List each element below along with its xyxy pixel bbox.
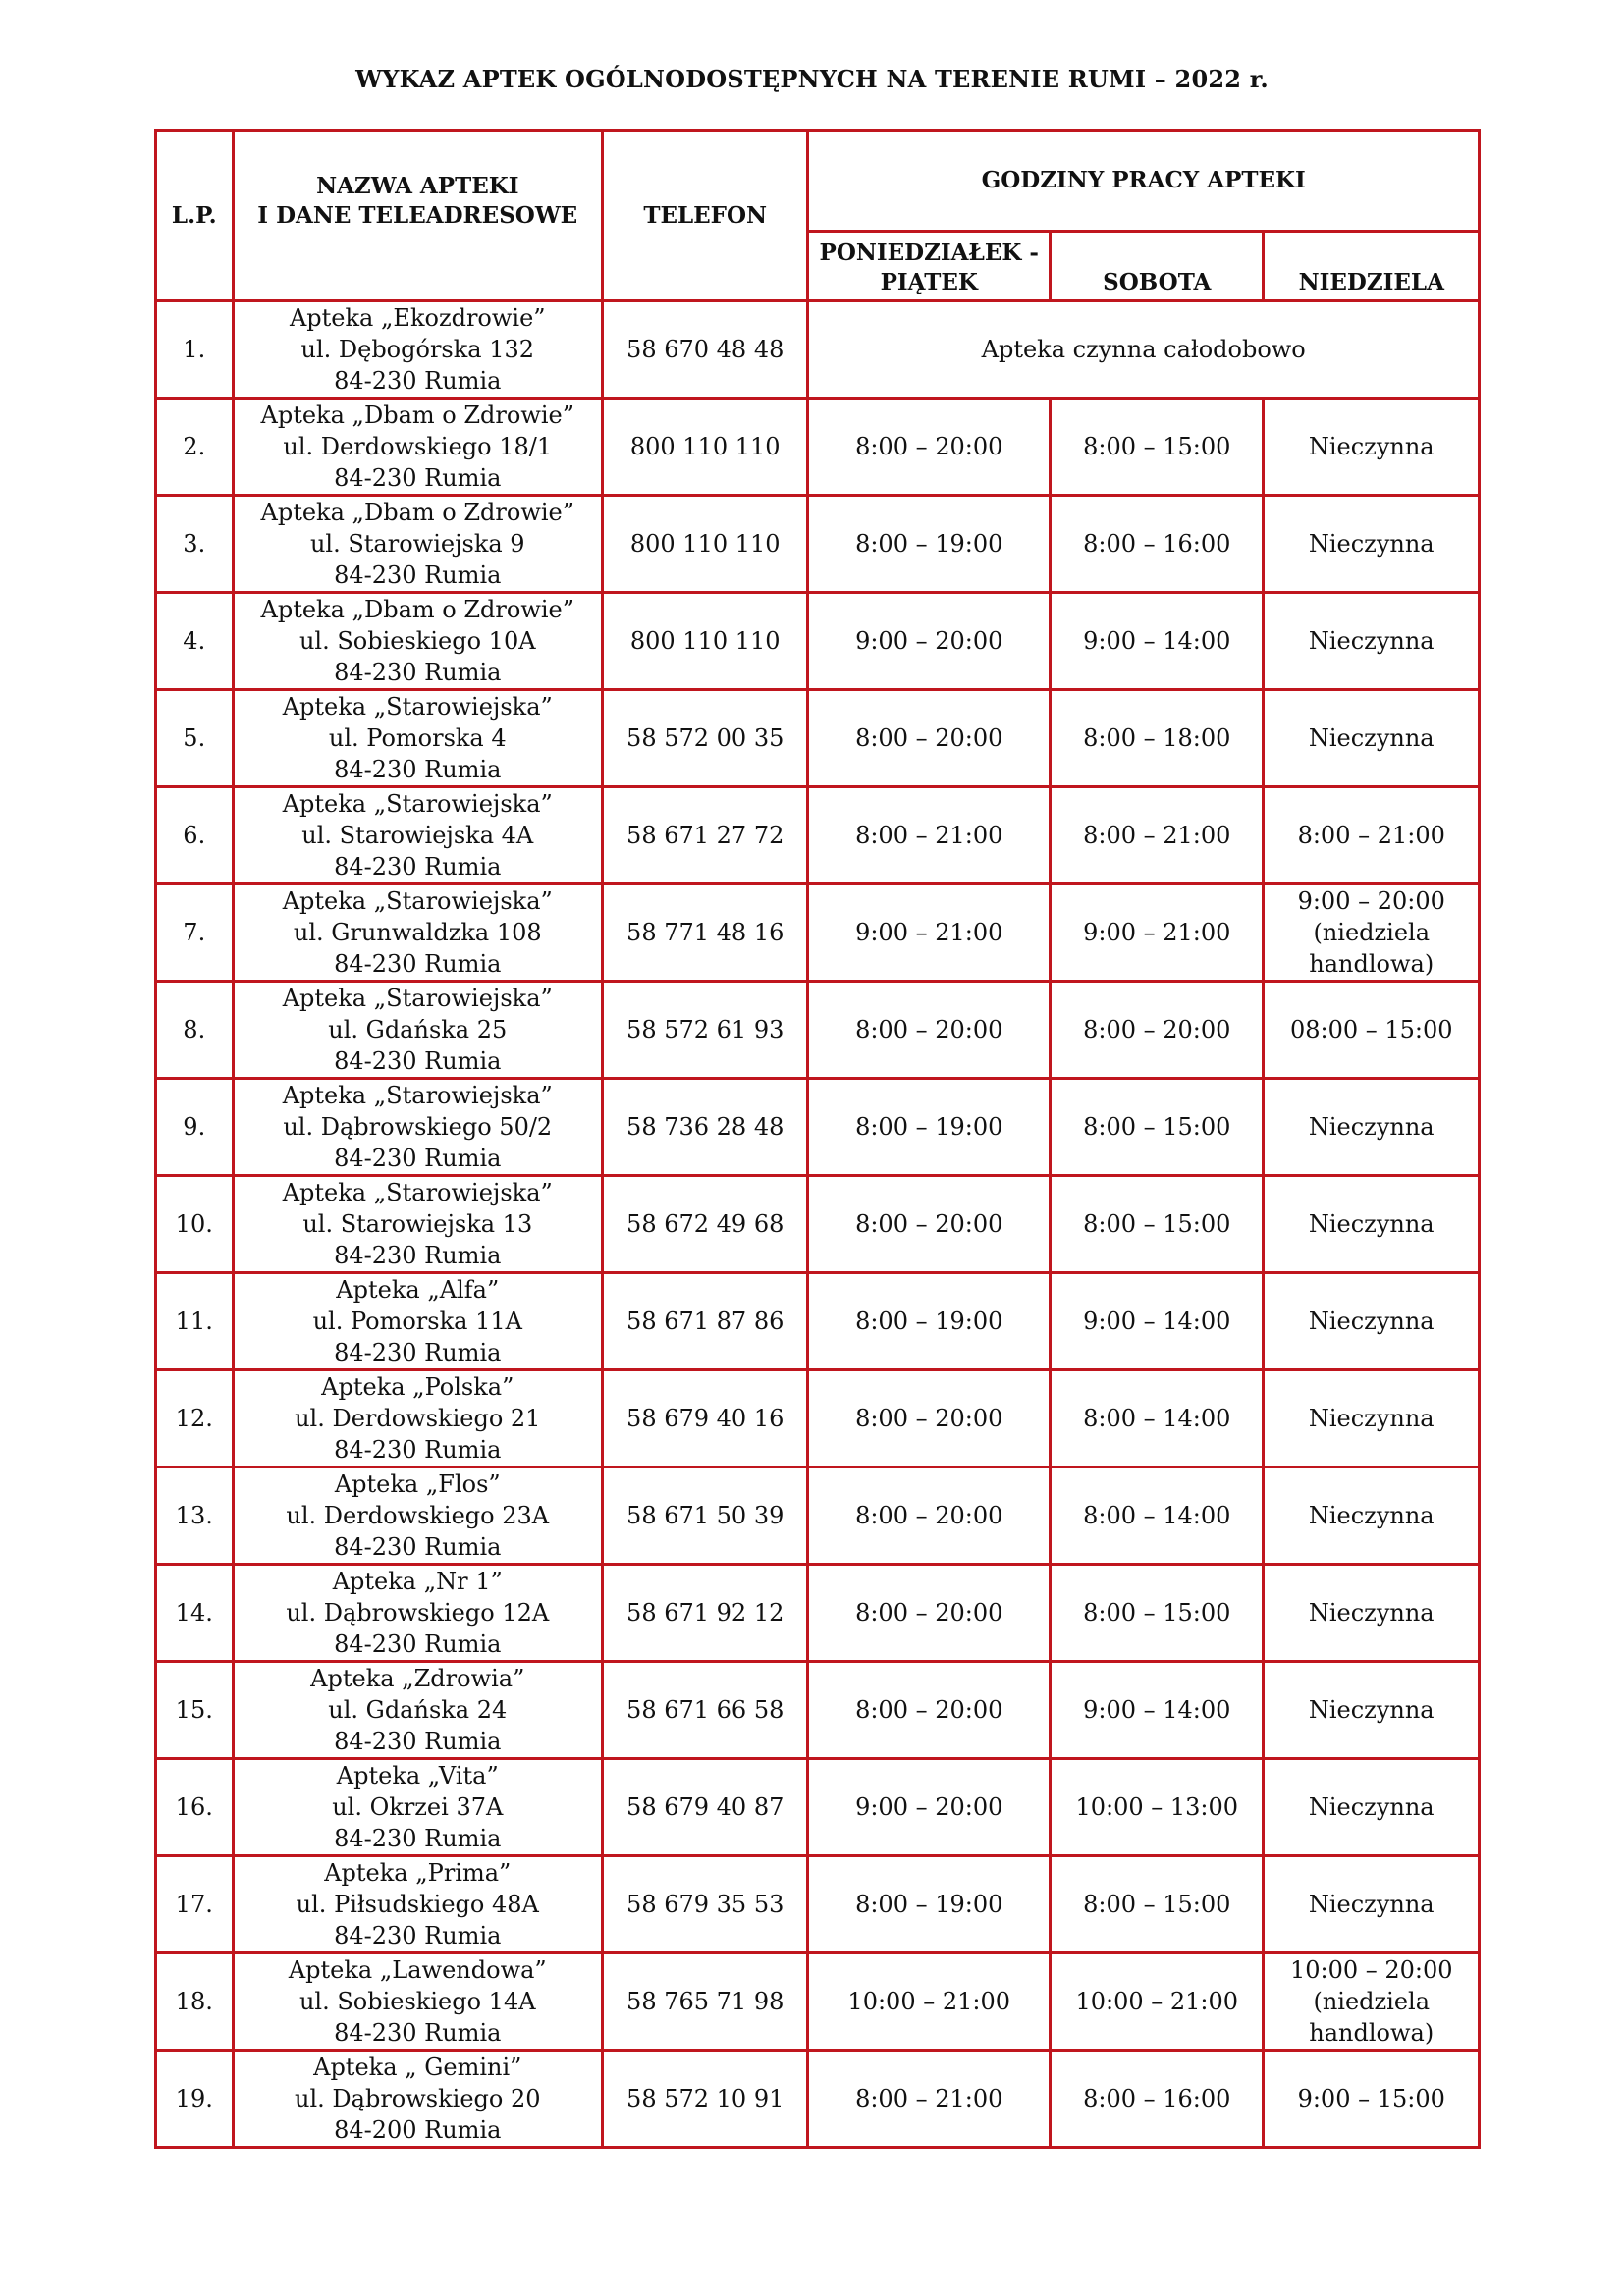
hours-saturday: 8:00 – 14:00 <box>1051 1468 1264 1565</box>
table-row <box>156 1759 1480 1856</box>
pharmacy-table-body <box>156 301 1480 2148</box>
pharmacy-street: ul. Derdowskiego 18/1 <box>283 433 553 460</box>
pharmacy-city: 84-230 Rumia <box>334 2019 502 2047</box>
hours-weekdays: 8:00 – 21:00 <box>808 2051 1051 2148</box>
pharmacy-street: ul. Dąbrowskiego 50/2 <box>283 1113 553 1141</box>
hours-saturday: 8:00 – 18:00 <box>1051 690 1264 787</box>
hours-weekdays: 8:00 – 20:00 <box>808 399 1051 496</box>
hours-saturday: 8:00 – 15:00 <box>1051 399 1264 496</box>
hours-weekdays: 10:00 – 21:00 <box>808 1953 1051 2051</box>
hours-sunday-line: 9:00 – 15:00 <box>1297 2085 1445 2112</box>
header-lp: L.P. <box>156 131 234 301</box>
hours-saturday: 8:00 – 16:00 <box>1051 2051 1264 2148</box>
pharmacy-address-cell <box>233 593 603 690</box>
row-number: 1. <box>156 301 234 399</box>
hours-weekdays: 8:00 – 20:00 <box>808 690 1051 787</box>
phone-number: 800 110 110 <box>603 593 808 690</box>
pharmacy-address-cell <box>233 301 603 399</box>
hours-saturday: 8:00 – 15:00 <box>1051 1856 1264 1953</box>
hours-sunday-line: Nieczynna <box>1308 724 1435 752</box>
hours-sunday <box>1264 593 1480 690</box>
hours-sunday <box>1264 1759 1480 1856</box>
hours-sunday-line: (niedziela <box>1313 919 1431 946</box>
pharmacy-address-cell <box>233 982 603 1079</box>
pharmacy-name: Apteka „Ekozdrowie” <box>289 304 546 332</box>
page-title: WYKAZ APTEK OGÓLNODOSTĘPNYCH NA TERENIE RUMI – 2022 r. <box>355 65 1269 93</box>
phone-number: 58 671 50 39 <box>603 1468 808 1565</box>
hours-sunday-line: Nieczynna <box>1308 530 1435 558</box>
hours-sunday-line: handlowa) <box>1309 950 1435 978</box>
hours-sunday-line: Nieczynna <box>1308 1599 1435 1627</box>
phone-number: 58 671 66 58 <box>603 1662 808 1759</box>
hours-saturday: 9:00 – 14:00 <box>1051 593 1264 690</box>
row-number: 19. <box>156 2051 234 2148</box>
pharmacy-city: 84-230 Rumia <box>334 853 502 881</box>
row-number: 16. <box>156 1759 234 1856</box>
pharmacy-street: ul. Okrzei 37A <box>332 1793 504 1821</box>
hours-sunday-line: Nieczynna <box>1308 1891 1435 1918</box>
phone-number: 58 572 10 91 <box>603 2051 808 2148</box>
hours-saturday: 10:00 – 13:00 <box>1051 1759 1264 1856</box>
hours-sunday <box>1264 690 1480 787</box>
pharmacy-name: Apteka „Starowiejska” <box>282 790 553 818</box>
pharmacy-name: Apteka „Lawendowa” <box>288 1956 547 1984</box>
header-name-line1: NAZWA APTEKI <box>316 172 519 199</box>
pharmacy-city: 84-230 Rumia <box>334 464 502 492</box>
pharmacy-city: 84-230 Rumia <box>334 1047 502 1075</box>
pharmacy-city: 84-230 Rumia <box>334 367 502 395</box>
hours-saturday: 8:00 – 14:00 <box>1051 1370 1264 1468</box>
pharmacy-name: Apteka „Flos” <box>334 1470 501 1498</box>
pharmacy-street: ul. Gdańska 25 <box>328 1016 508 1043</box>
hours-sunday-line: handlowa) <box>1309 2019 1435 2047</box>
row-number: 11. <box>156 1273 234 1370</box>
pharmacy-street: ul. Derdowskiego 21 <box>295 1405 541 1432</box>
pharmacy-name: Apteka „Starowiejska” <box>282 985 553 1012</box>
pharmacy-table <box>154 129 1481 2149</box>
hours-weekdays: 9:00 – 21:00 <box>808 884 1051 982</box>
row-number: 10. <box>156 1176 234 1273</box>
pharmacy-city: 84-230 Rumia <box>334 1825 502 1852</box>
hours-sunday <box>1264 1273 1480 1370</box>
phone-number: 58 679 35 53 <box>603 1856 808 1953</box>
table-row <box>156 593 1480 690</box>
pharmacy-address-cell <box>233 1953 603 2051</box>
phone-number: 58 572 61 93 <box>603 982 808 1079</box>
table-row <box>156 1468 1480 1565</box>
pharmacy-address-cell <box>233 690 603 787</box>
pharmacy-name: Apteka „Alfa” <box>336 1276 500 1304</box>
phone-number: 58 670 48 48 <box>603 301 808 399</box>
table-row <box>156 690 1480 787</box>
header-weekdays <box>808 232 1051 301</box>
table-row <box>156 1079 1480 1176</box>
pharmacy-city: 84-230 Rumia <box>334 950 502 978</box>
phone-number: 58 671 92 12 <box>603 1565 808 1662</box>
hours-weekdays: 8:00 – 19:00 <box>808 1273 1051 1370</box>
phone-number: 58 671 87 86 <box>603 1273 808 1370</box>
pharmacy-name: Apteka „Dbam o Zdrowie” <box>260 401 575 429</box>
hours-sunday-line: Nieczynna <box>1308 1502 1435 1529</box>
hours-weekdays: 8:00 – 20:00 <box>808 1176 1051 1273</box>
hours-sunday-line: Nieczynna <box>1308 1405 1435 1432</box>
table-row <box>156 787 1480 884</box>
table-row <box>156 1565 1480 1662</box>
hours-sunday-line: 08:00 – 15:00 <box>1289 1016 1453 1043</box>
pharmacy-name: Apteka „Starowiejska” <box>282 693 553 721</box>
pharmacy-street: ul. Grunwaldzka 108 <box>293 919 542 946</box>
hours-weekdays: 8:00 – 19:00 <box>808 496 1051 593</box>
pharmacy-city: 84-230 Rumia <box>334 1533 502 1561</box>
hours-saturday: 8:00 – 15:00 <box>1051 1176 1264 1273</box>
pharmacy-street: ul. Derdowskiego 23A <box>286 1502 550 1529</box>
pharmacy-city: 84-230 Rumia <box>334 1630 502 1658</box>
hours-sunday-line: Nieczynna <box>1308 627 1435 655</box>
phone-number: 58 679 40 87 <box>603 1759 808 1856</box>
pharmacy-name: Apteka „Vita” <box>336 1762 499 1789</box>
pharmacy-street: ul. Starowiejska 9 <box>309 530 525 558</box>
phone-number: 58 671 27 72 <box>603 787 808 884</box>
pharmacy-city: 84-230 Rumia <box>334 756 502 783</box>
table-row <box>156 2051 1480 2148</box>
header-hours: GODZINY PRACY APTEKI <box>808 131 1480 232</box>
hours-weekdays: 8:00 – 20:00 <box>808 1370 1051 1468</box>
hours-sunday-line: 10:00 – 20:00 <box>1289 1956 1453 1984</box>
row-number: 3. <box>156 496 234 593</box>
pharmacy-name: Apteka „Starowiejska” <box>282 1082 553 1109</box>
pharmacy-address-cell <box>233 1176 603 1273</box>
phone-number: 58 765 71 98 <box>603 1953 808 2051</box>
pharmacy-street: ul. Gdańska 24 <box>328 1696 508 1724</box>
hours-sunday-line: 8:00 – 21:00 <box>1297 822 1445 849</box>
pharmacy-street: ul. Dębogórska 132 <box>300 336 535 363</box>
pharmacy-address-cell <box>233 1662 603 1759</box>
hours-sunday-line: Nieczynna <box>1308 1210 1435 1238</box>
hours-weekdays: 8:00 – 20:00 <box>808 982 1051 1079</box>
hours-sunday <box>1264 1565 1480 1662</box>
table-row <box>156 1856 1480 1953</box>
header-saturday: SOBOTA <box>1051 232 1264 301</box>
pharmacy-street: ul. Pomorska 11A <box>312 1308 522 1335</box>
pharmacy-address-cell <box>233 1079 603 1176</box>
hours-weekdays: 9:00 – 20:00 <box>808 593 1051 690</box>
hours-sunday <box>1264 1079 1480 1176</box>
hours-sunday <box>1264 1953 1480 2051</box>
pharmacy-street: ul. Dąbrowskiego 12A <box>286 1599 550 1627</box>
hours-sunday <box>1264 1468 1480 1565</box>
row-number: 2. <box>156 399 234 496</box>
hours-saturday: 8:00 – 15:00 <box>1051 1565 1264 1662</box>
phone-number: 800 110 110 <box>603 496 808 593</box>
row-number: 8. <box>156 982 234 1079</box>
phone-number: 800 110 110 <box>603 399 808 496</box>
pharmacy-city: 84-230 Rumia <box>334 1145 502 1172</box>
pharmacy-city: 84-230 Rumia <box>334 1922 502 1949</box>
header-sunday: NIEDZIELA <box>1264 232 1480 301</box>
pharmacy-name: Apteka „Nr 1” <box>332 1568 503 1595</box>
pharmacy-address-cell <box>233 2051 603 2148</box>
hours-weekdays: 8:00 – 20:00 <box>808 1662 1051 1759</box>
hours-sunday <box>1264 2051 1480 2148</box>
header-name <box>233 131 603 301</box>
pharmacy-city: 84-230 Rumia <box>334 1436 502 1464</box>
table-row <box>156 884 1480 982</box>
hours-weekdays: 8:00 – 20:00 <box>808 1565 1051 1662</box>
pharmacy-city: 84-230 Rumia <box>334 1242 502 1269</box>
hours-weekdays: 9:00 – 20:00 <box>808 1759 1051 1856</box>
hours-sunday-line: Nieczynna <box>1308 1113 1435 1141</box>
hours-saturday: 9:00 – 21:00 <box>1051 884 1264 982</box>
pharmacy-street: ul. Starowiejska 13 <box>302 1210 533 1238</box>
pharmacy-city: 84-230 Rumia <box>334 561 502 589</box>
hours-sunday <box>1264 496 1480 593</box>
hours-saturday: 9:00 – 14:00 <box>1051 1662 1264 1759</box>
row-number: 13. <box>156 1468 234 1565</box>
hours-sunday <box>1264 1856 1480 1953</box>
pharmacy-street: ul. Starowiejska 4A <box>301 822 534 849</box>
header-weekdays-line2: PIĄTEK <box>880 269 978 295</box>
row-number: 9. <box>156 1079 234 1176</box>
hours-sunday <box>1264 982 1480 1079</box>
round-the-clock-note: Apteka czynna całodobowo <box>808 301 1480 399</box>
phone-number: 58 572 00 35 <box>603 690 808 787</box>
phone-number: 58 679 40 16 <box>603 1370 808 1468</box>
pharmacy-name: Apteka „Zdrowia” <box>310 1665 525 1692</box>
row-number: 6. <box>156 787 234 884</box>
header-name-line2: I DANE TELEADRESOWE <box>257 201 578 229</box>
pharmacy-address-cell <box>233 496 603 593</box>
pharmacy-name: Apteka „Dbam o Zdrowie” <box>260 499 575 526</box>
phone-number: 58 672 49 68 <box>603 1176 808 1273</box>
row-number: 17. <box>156 1856 234 1953</box>
pharmacy-name: Apteka „Polska” <box>321 1373 514 1401</box>
hours-sunday-line: Nieczynna <box>1308 1696 1435 1724</box>
pharmacy-name: Apteka „Starowiejska” <box>282 1179 553 1206</box>
header-weekdays-line1: PONIEDZIAŁEK - <box>819 240 1039 266</box>
pharmacy-address-cell <box>233 1856 603 1953</box>
row-number: 14. <box>156 1565 234 1662</box>
pharmacy-name: Apteka „Prima” <box>324 1859 512 1887</box>
pharmacy-city: 84-230 Rumia <box>334 659 502 686</box>
row-number: 18. <box>156 1953 234 2051</box>
pharmacy-address-cell <box>233 787 603 884</box>
hours-sunday-line: Nieczynna <box>1308 433 1435 460</box>
pharmacy-city: 84-200 Rumia <box>334 2116 502 2144</box>
hours-weekdays: 8:00 – 19:00 <box>808 1079 1051 1176</box>
pharmacy-city: 84-230 Rumia <box>334 1728 502 1755</box>
pharmacy-name: Apteka „Dbam o Zdrowie” <box>260 596 575 623</box>
phone-number: 58 736 28 48 <box>603 1079 808 1176</box>
hours-saturday: 8:00 – 20:00 <box>1051 982 1264 1079</box>
table-row <box>156 1953 1480 2051</box>
hours-weekdays: 8:00 – 21:00 <box>808 787 1051 884</box>
pharmacy-address-cell <box>233 1468 603 1565</box>
pharmacy-address-cell <box>233 1273 603 1370</box>
row-number: 4. <box>156 593 234 690</box>
row-number: 7. <box>156 884 234 982</box>
pharmacy-street: ul. Pomorska 4 <box>328 724 507 752</box>
row-number: 15. <box>156 1662 234 1759</box>
row-number: 5. <box>156 690 234 787</box>
table-row <box>156 1273 1480 1370</box>
hours-saturday: 10:00 – 21:00 <box>1051 1953 1264 2051</box>
pharmacy-address-cell <box>233 1565 603 1662</box>
pharmacy-name: Apteka „ Gemini” <box>313 2054 522 2081</box>
hours-sunday-line: 9:00 – 20:00 <box>1297 887 1445 915</box>
pharmacy-address-cell <box>233 399 603 496</box>
hours-sunday <box>1264 1370 1480 1468</box>
table-row <box>156 1662 1480 1759</box>
header-phone: TELEFON <box>603 131 808 301</box>
table-row <box>156 496 1480 593</box>
pharmacy-street: ul. Dąbrowskiego 20 <box>295 2085 541 2112</box>
hours-saturday: 8:00 – 21:00 <box>1051 787 1264 884</box>
pharmacy-city: 84-230 Rumia <box>334 1339 502 1366</box>
hours-saturday: 8:00 – 16:00 <box>1051 496 1264 593</box>
hours-weekdays: 8:00 – 20:00 <box>808 1468 1051 1565</box>
table-row <box>156 1370 1480 1468</box>
table-row <box>156 1176 1480 1273</box>
hours-sunday-line: Nieczynna <box>1308 1793 1435 1821</box>
hours-sunday-line: Nieczynna <box>1308 1308 1435 1335</box>
table-row <box>156 301 1480 399</box>
pharmacy-address-cell <box>233 1759 603 1856</box>
hours-sunday-line: (niedziela <box>1313 1988 1431 2015</box>
hours-saturday: 8:00 – 15:00 <box>1051 1079 1264 1176</box>
hours-weekdays: 8:00 – 19:00 <box>808 1856 1051 1953</box>
pharmacy-address-cell <box>233 1370 603 1468</box>
hours-sunday <box>1264 399 1480 496</box>
phone-number: 58 771 48 16 <box>603 884 808 982</box>
pharmacy-street: ul. Piłsudskiego 48A <box>296 1891 539 1918</box>
pharmacy-address-cell <box>233 884 603 982</box>
hours-saturday: 9:00 – 14:00 <box>1051 1273 1264 1370</box>
hours-sunday <box>1264 1662 1480 1759</box>
pharmacy-street: ul. Sobieskiego 14A <box>298 1988 536 2015</box>
row-number: 12. <box>156 1370 234 1468</box>
pharmacy-name: Apteka „Starowiejska” <box>282 887 553 915</box>
pharmacy-street: ul. Sobieskiego 10A <box>298 627 536 655</box>
table-row <box>156 982 1480 1079</box>
table-row <box>156 399 1480 496</box>
hours-sunday <box>1264 1176 1480 1273</box>
hours-sunday <box>1264 787 1480 884</box>
hours-sunday <box>1264 884 1480 982</box>
